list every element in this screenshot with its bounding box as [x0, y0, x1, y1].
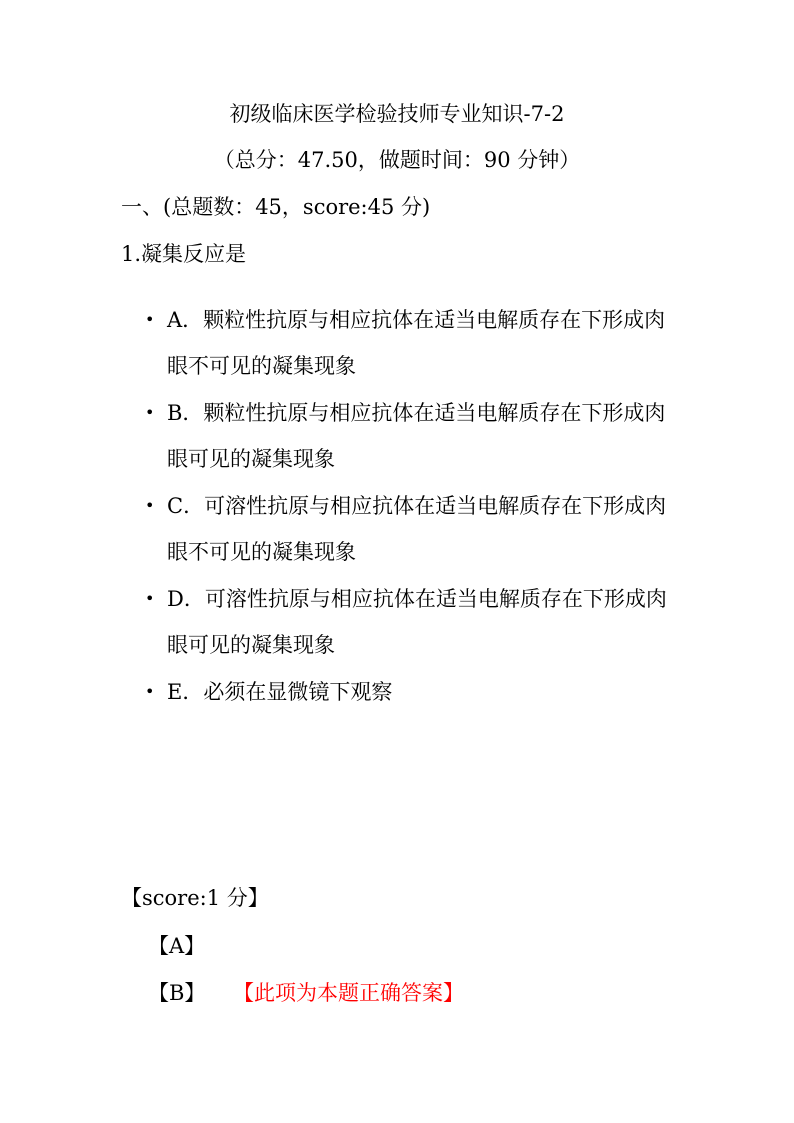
option-c-text: C．可溶性抗原与相应抗体在适当电解质存在下形成肉眼不可见的凝集现象 [167, 494, 667, 564]
correct-answer-note: 【此项为本题正确答案】 [233, 981, 464, 1005]
score-label: 【score:1 分】 [121, 886, 269, 910]
answer-a-label: 【A】 [148, 934, 206, 958]
document-subtitle: （总分：47.50，做题时间：90 分钟） [213, 148, 581, 172]
option-c [145, 483, 685, 575]
bullet-icon: • [145, 496, 155, 515]
bullet-icon: • [145, 682, 155, 701]
option-d [145, 576, 685, 668]
option-b [145, 390, 685, 482]
option-d-text: D．可溶性抗原与相应抗体在适当电解质存在下形成肉眼可见的凝集现象 [167, 587, 667, 657]
option-e [145, 669, 685, 715]
option-e-text: E．必须在显微镜下观察 [167, 680, 393, 704]
option-a-text: A．颗粒性抗原与相应抗体在适当电解质存在下形成肉眼不可见的凝集现象 [167, 308, 666, 378]
document-title: 初级临床医学检验技师专业知识-7-2 [229, 102, 565, 126]
option-b-text: B．颗粒性抗原与相应抗体在适当电解质存在下形成肉眼可见的凝集现象 [167, 401, 666, 471]
answer-b-label: 【B】 [148, 981, 206, 1005]
question-stem: 1.凝集反应是 [121, 242, 247, 266]
option-a [145, 297, 685, 389]
bullet-icon: • [145, 589, 155, 608]
section-heading: 一、(总题数：45，score:45 分) [121, 195, 431, 219]
bullet-icon: • [145, 403, 155, 422]
bullet-icon: • [145, 310, 155, 329]
